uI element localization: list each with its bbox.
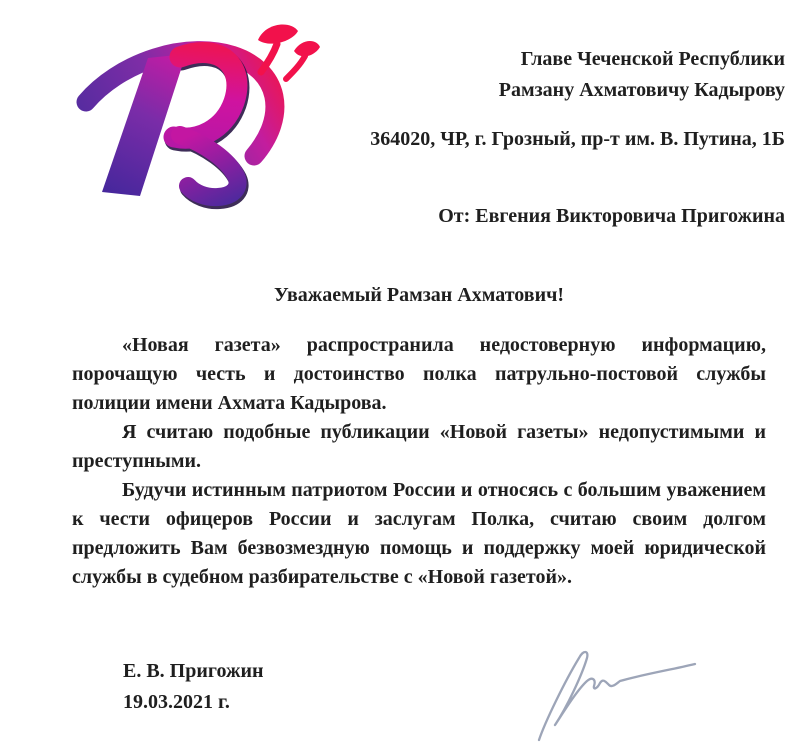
paragraph: Я считаю подобные публикации «Новой газеты» недопустимыми и преступными. <box>72 421 766 472</box>
sender-line: От: Евгения Викторовича Пригожина <box>438 205 785 227</box>
salutation: Уважаемый Рамзан Ахматович! <box>273 284 565 306</box>
letter-body <box>72 331 766 592</box>
paragraph: Будучи истинным патриотом России и относясь с большим уважением к чести офицеров России и заслугам Полка, считаю своим долгом предложить Вам безвозмездную помощь и поддержку моей юридической службы в судебном разбирательстве с «Новой газетой». <box>72 479 766 588</box>
paragraph: «Новая газета» распространила недостоверную информацию, порочащую честь и достоинство полка патрульно-постовой службы полиции имени Ахмата Кадырова. <box>72 334 766 414</box>
handwritten-signature <box>505 626 715 751</box>
logo-leg <box>180 135 238 197</box>
signature-name: Е. В. Пригожин <box>123 660 264 682</box>
mushroom-icon <box>258 25 298 72</box>
recipient-block <box>499 44 785 106</box>
mushroom-icon <box>286 41 320 79</box>
signature-date: 19.03.2021 г. <box>123 691 230 713</box>
recipient-line: Главе Чеченской Республики <box>520 48 785 70</box>
recipient-line: Рамзану Ахматовичу Кадырову <box>498 79 785 101</box>
signature-block <box>123 656 264 718</box>
recipient-address: 364020, ЧР, г. Грозный, пр-т им. В. Путина, 1Б <box>370 128 785 150</box>
prigozhin-r-logo <box>62 10 322 210</box>
